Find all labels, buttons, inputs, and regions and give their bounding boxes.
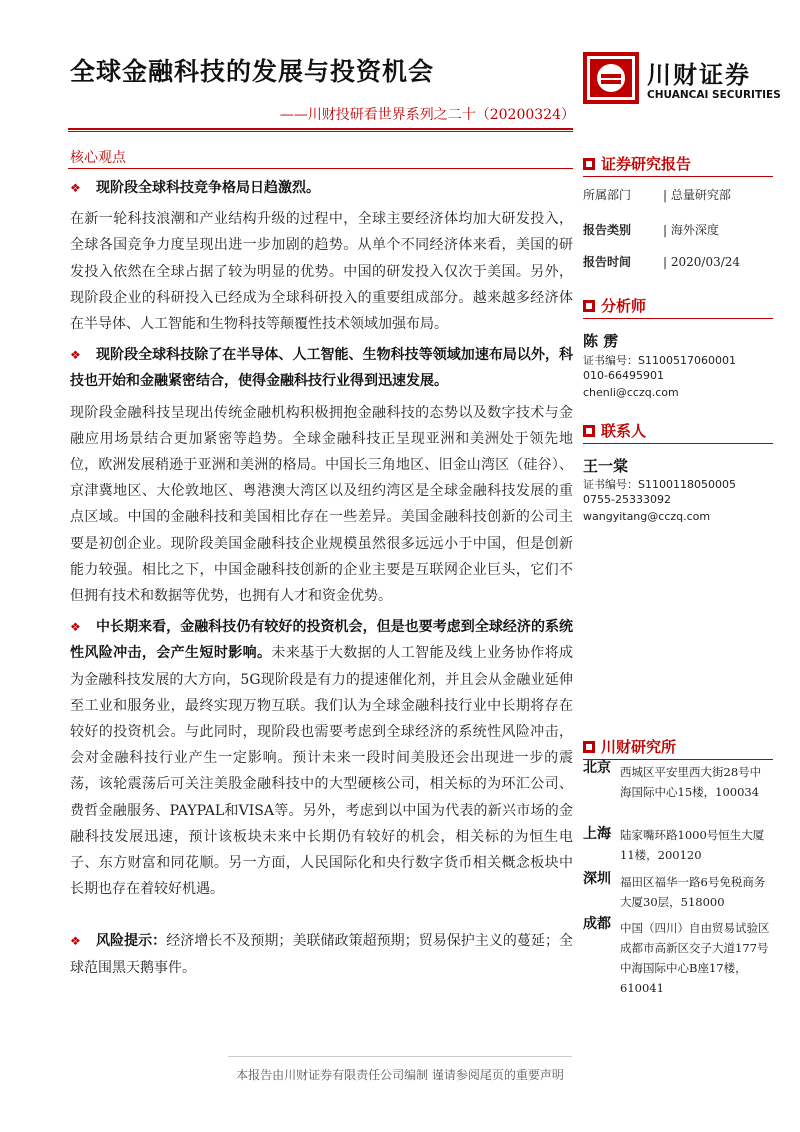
logo-name: 川财证券: [647, 61, 751, 89]
footer-disclaimer: 本报告由川财证券有限责任公司编制 谨请参阅尾页的重要声明: [236, 1068, 564, 1082]
contact-name: 王一棠: [583, 457, 629, 475]
contact-phone: 0755-25333092: [583, 493, 671, 506]
analyst-phone: 010-66495901: [583, 369, 664, 382]
sidebar-divider: [583, 176, 773, 177]
core-divider: [68, 168, 573, 169]
sidebar-divider: [583, 759, 773, 760]
bullet-2-body: 现阶段金融科技呈现出传统金融机构积极拥抱金融科技的态势以及数字技术与金融应用场景结合更加紧密等趋势。全球金融科技正呈现亚洲和美洲处于领先地位，欧洲发展稍逊于亚洲和美洲的格局。中国长三角地区、旧金山湾区（硅谷）、京津冀地区、大伦敦地区、粤港澳大湾区以及纽约湾区是全球金融科技发展的重点区域。中国的金融科技和美国相比存在一些差异。美国金融科技创新的公司主要是初创企业。现阶段美国金融科技企业规模虽然很多远远小于中国，但是创新能力较强。相比之下，中国金融科技创新的企业主要是互联网企业巨头，它们不但拥有技术和数据等优势，也拥有人才和资金优势。: [70, 404, 573, 605]
footer-divider: [228, 1056, 572, 1057]
bullet-2: ❖ 现阶段全球科技除了在半导体、人工智能、生物科技等领域加速布局以外，科技也开始和金融紧密结合，使得金融科技行业得到迅速发展。: [70, 342, 573, 394]
report-title: 全球金融科技的发展与投资机会: [70, 57, 435, 86]
diamond-bullet-icon: ❖: [70, 620, 81, 635]
analyst-name: 陈 雳: [583, 332, 619, 350]
office-city: 成都: [583, 916, 611, 932]
section-square-icon: [583, 425, 595, 437]
bullet-3: ❖ 中长期来看，金融科技仍有较好的投资机会，但是也要考虑到全球经济的系统性风险冲击，会产生短时影响。未来基于大数据的人工智能及线上业务协作将成为金融科技发展的大方向，5G现阶段是有力的提速催化剂，并且会从金融业延伸至工业和服务业，最终实现万物互联。我们认为全球金融科技行业中长期将存在较好的投资机会。与此同时，现阶段也需要考虑到全球经济的系统性风险冲击，会对金融科技行业产生一定影响。预计未来一段时间美股还会出现进一步的震荡，该轮震荡后可关注美股金融科技中的大型硬核公司，相关标的为环汇公司、费哲金融服务、PAYPAL和VISA等。另外，考虑到以中国为代表的新兴市场的金融科技发展迅速，预计该板块未来中长期仍有较好的机会，相关标的为恒生电子、东方财富和同花顺。另一方面，人民国际化和央行数字货币相关概念板块中长期也存在着较好机遇。: [70, 614, 573, 902]
section-square-icon: [583, 741, 595, 753]
logo-english: CHUANCAI SECURITIES: [647, 89, 781, 101]
report-info-heading: 证券研究报告: [583, 153, 691, 174]
chuancai-logo-icon: [583, 52, 639, 104]
core-viewpoints-label: 核心观点: [70, 150, 126, 166]
office-address: 陆家嘴环路1000号恒生大厦11楼，200120: [620, 828, 765, 862]
institute-heading: 川财研究所: [583, 736, 676, 757]
office-address: 中国（四川）自由贸易试验区成都市高新区交子大道177号中海国际中心B座17楼，610041: [620, 921, 770, 995]
contact-heading: 联系人: [583, 420, 646, 441]
bullet-1: ❖ 现阶段全球科技竞争格局日趋激烈。: [70, 175, 573, 201]
diamond-bullet-icon: ❖: [70, 181, 81, 195]
sidebar-divider: [583, 318, 773, 319]
analyst-email[interactable]: chenli@cczq.com: [583, 386, 679, 399]
dept-row: 所属部门 | 总量研究部: [583, 188, 731, 202]
contact-cert: 证书编号：S1100118050005: [583, 478, 736, 491]
section-square-icon: [583, 158, 595, 170]
contact-email[interactable]: wangyitang@cczq.com: [583, 510, 711, 523]
office-address: 福田区福华一路6号免税商务大厦30层，518000: [620, 875, 766, 909]
office-city: 深圳: [583, 871, 611, 887]
type-row: 报告类别 | 海外深度: [583, 223, 719, 237]
risk-warning: ❖ 风险提示：经济增长不及预期；美联储政策超预期；贸易保护主义的蔓延；全球范围黑天鹅事件。: [70, 928, 573, 980]
header-divider: [68, 128, 573, 130]
date-row: 报告时间 | 2020/03/24: [583, 255, 741, 269]
office-city: 上海: [583, 826, 611, 842]
section-square-icon: [583, 300, 595, 312]
office-city: 北京: [583, 760, 611, 776]
main-content: [70, 175, 573, 986]
analyst-cert: 证书编号：S1100517060001: [583, 354, 736, 367]
bullet-1-body: 在新一轮科技浪潮和产业结构升级的过程中，全球主要经济体均加大研发投入，全球各国竞争力度呈现出进一步加剧的趋势。从单个不同经济体来看，美国的研发投入依然在全球占据了较为明显的优势。中国的研发投入仅次于美国。另外，现阶段企业的科研投入已经成为全球科研投入的重要组成部分。越来越多经济体在半导体、人工智能和生物科技等颠覆性技术领域加强布局。: [70, 211, 573, 333]
analyst-heading: 分析师: [583, 295, 646, 316]
diamond-bullet-icon: ❖: [70, 934, 81, 949]
office-address: 西城区平安里西大街28号中海国际中心15楼，100034: [620, 765, 762, 799]
report-subtitle: ——川财投研看世界系列之二十（20200324）: [279, 107, 575, 123]
sidebar-divider: [583, 443, 773, 444]
header-divider-thin: [68, 131, 573, 132]
diamond-bullet-icon: ❖: [70, 348, 81, 363]
